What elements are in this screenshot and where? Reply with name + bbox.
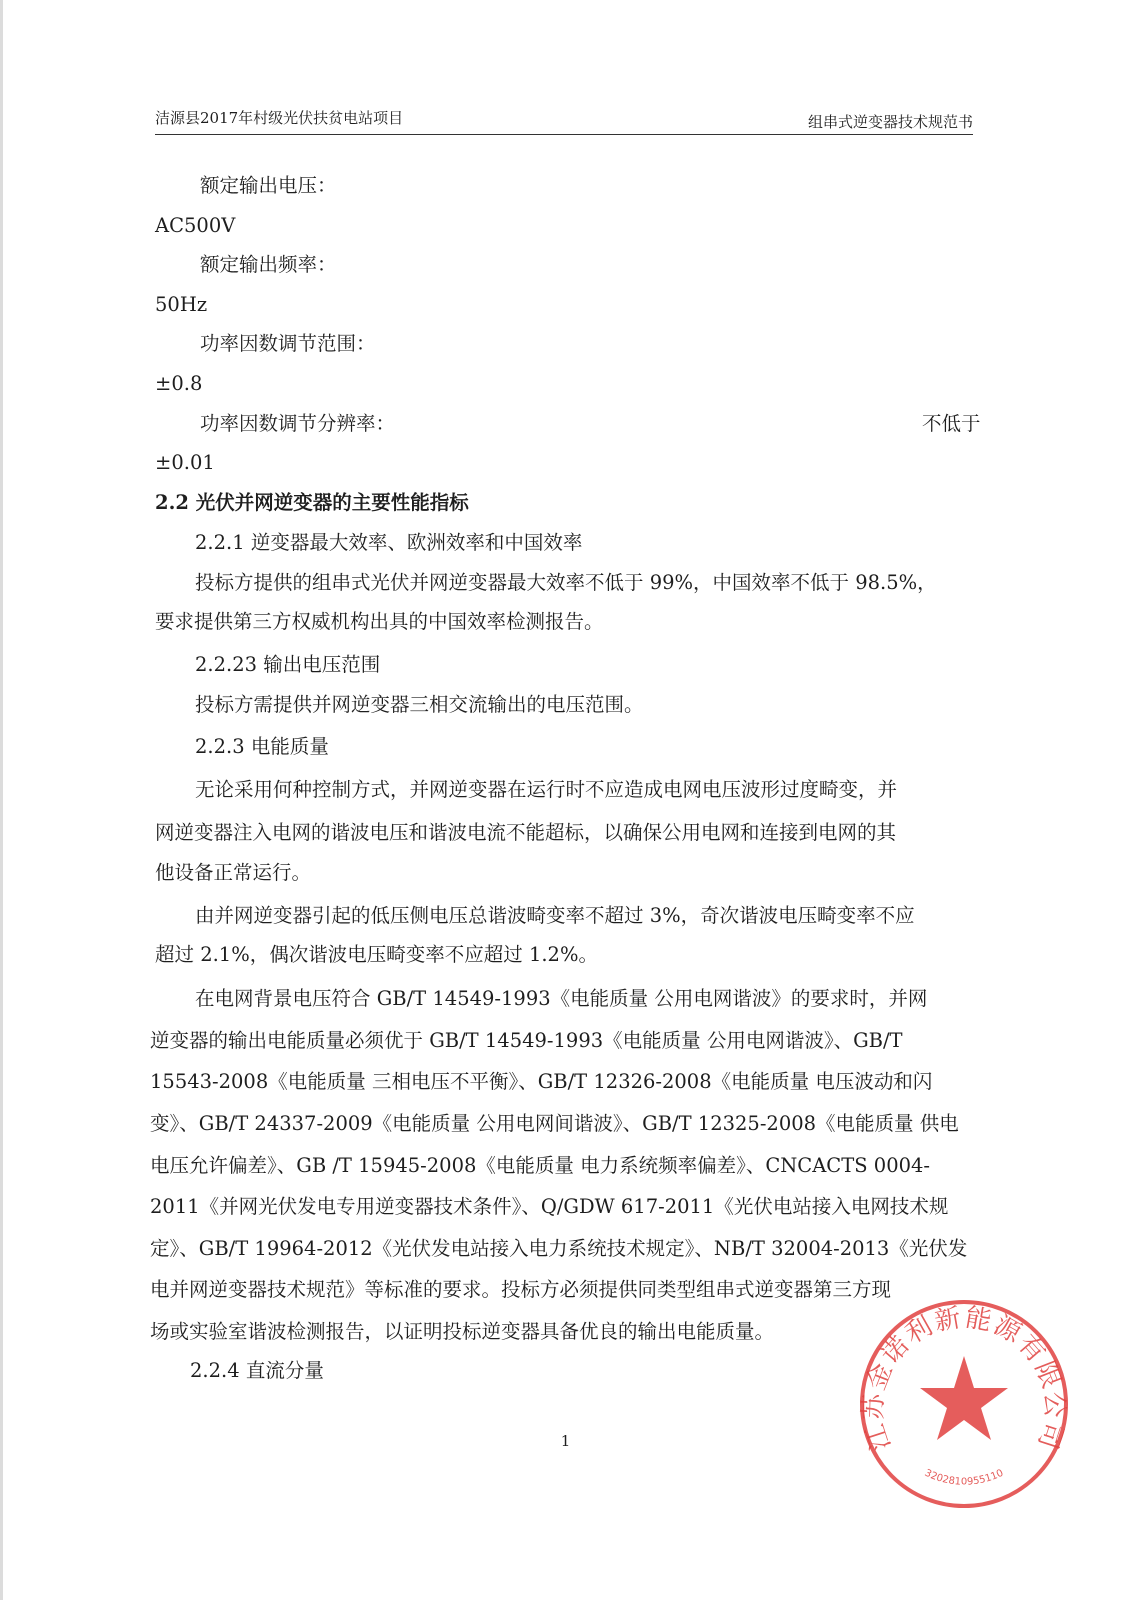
subsection-2-2-1-title: 2.2.1 逆变器最大效率、欧洲效率和中国效率 [195, 531, 583, 554]
rated-frequency-value: 50Hz [155, 293, 208, 316]
paragraph-line: 场或实验室谐波检测报告，以证明投标逆变器具备优良的输出电能质量。 [150, 1320, 775, 1343]
pf-resolution-value: ±0.01 [155, 451, 215, 474]
subsection-2-2-3-title: 2.2.3 电能质量 [195, 735, 329, 758]
paragraph-line: 定》、GB/T 19964-2012《光伏发电站接入电力系统技术规定》、NB/T 32004-2013《光伏发 [150, 1237, 968, 1260]
paragraph-line: 要求提供第三方权威机构出具的中国效率检测报告。 [155, 610, 604, 633]
subsection-2-2-4-title: 2.2.4 直流分量 [190, 1359, 324, 1382]
header-document-title: 组串式逆变器技术规范书 [807, 113, 973, 131]
paragraph-line: 变》、GB/T 24337-2009《电能质量 公用电网间谐波》、GB/T 12325-2008《电能质量 供电 [150, 1112, 959, 1135]
pf-range-label: 功率因数调节范围： [200, 332, 376, 355]
pf-resolution-suffix: 不低于 [922, 412, 981, 435]
pf-range-value: ±0.8 [155, 372, 203, 395]
seal-number: 3202810955110 [922, 1467, 1006, 1488]
rated-voltage-label: 额定输出电压： [200, 174, 337, 197]
paragraph-line: 由并网逆变器引起的低压侧电压总谐波畸变率不超过 3%，奇次谐波电压畸变率不应 [195, 904, 915, 927]
page-header [155, 104, 973, 135]
company-seal [856, 1296, 1072, 1512]
scan-edge [0, 0, 3, 1600]
section-title: 2.2 光伏并网逆变器的主要性能指标 [155, 491, 469, 514]
seal-company-name: 江苏金诺利新能源有限公司 [858, 1302, 1070, 1455]
page-number: 1 [560, 1432, 571, 1450]
header-project-title: 洁源县2017年村级光伏扶贫电站项目 [155, 109, 404, 127]
svg-text:3202810955110 [923, 1468, 1006, 1488]
pf-resolution-label: 功率因数调节分辨率： [200, 412, 396, 435]
paragraph-line: 无论采用何种控制方式，并网逆变器在运行时不应造成电网电压波形过度畸变，并 [195, 778, 898, 801]
seal-star-icon [920, 1356, 1008, 1440]
paragraph-line: 2011《并网光伏发电专用逆变器技术条件》、Q/GDW 617-2011《光伏电站接入电网技术规 [150, 1195, 949, 1218]
paragraph-line: 逆变器的输出电能质量必须优于 GB/T 14549-1993《电能质量 公用电网谐波》、GB/T [150, 1029, 903, 1052]
paragraph-line: 他设备正常运行。 [155, 861, 312, 884]
paragraph-line: 投标方提供的组串式光伏并网逆变器最大效率不低于 99%，中国效率不低于 98.5%， [195, 571, 937, 594]
rated-voltage-value: AC500V [155, 214, 236, 237]
paragraph-line: 电压允许偏差》、GB /T 15945-2008《电能质量 电力系统频率偏差》、CNCACTS 0004- [150, 1154, 931, 1177]
paragraph-line: 在电网背景电压符合 GB/T 14549-1993《电能质量 公用电网谐波》的要求时，并网 [195, 987, 928, 1010]
paragraph-line: 电并网逆变器技术规范》等标准的要求。投标方必须提供同类型组串式逆变器第三方现 [150, 1278, 892, 1301]
paragraph-line: 超过 2.1%，偶次谐波电压畸变率不应超过 1.2%。 [155, 943, 598, 966]
rated-frequency-label: 额定输出频率： [200, 253, 337, 276]
paragraph-line: 网逆变器注入电网的谐波电压和谐波电流不能超标，以确保公用电网和连接到电网的其 [155, 821, 897, 844]
subsection-2-2-23-title: 2.2.23 输出电压范围 [195, 653, 381, 676]
paragraph-line: 15543-2008《电能质量 三相电压不平衡》、GB/T 12326-2008《电能质量 电压波动和闪 [150, 1070, 933, 1093]
paragraph-line: 投标方需提供并网逆变器三相交流输出的电压范围。 [195, 693, 644, 716]
